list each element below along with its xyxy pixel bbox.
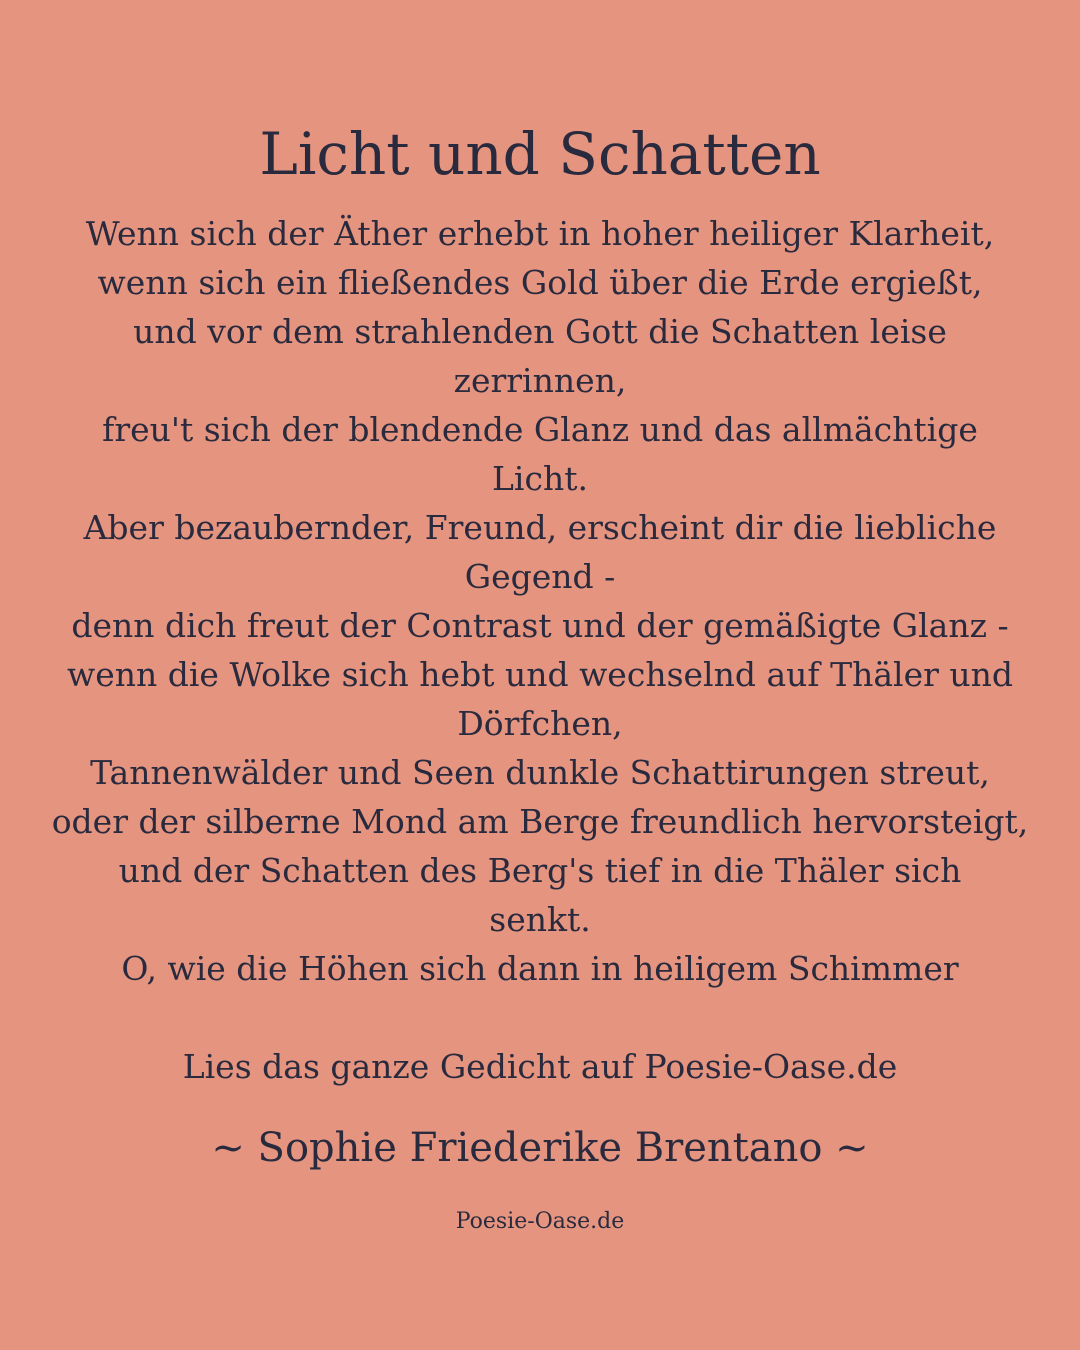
poem-line: und der Schatten des Berg's tief in die Thäler sich — [118, 851, 962, 890]
poem-line: Tannenwälder und Seen dunkle Schattirungen streut, — [90, 753, 990, 792]
poem-line: O, wie die Höhen sich dann in heiligem Schimmer — [121, 949, 959, 988]
poem-line: Aber bezaubernder, Freund, erscheint dir die liebliche — [83, 508, 997, 547]
poem-line: senkt. — [489, 900, 591, 939]
poem-title: Licht und Schatten — [259, 120, 821, 188]
poem-line: wenn sich ein fließendes Gold über die Erde ergießt, — [97, 263, 983, 302]
read-more-text: Lies das ganze Gedicht auf Poesie-Oase.de — [182, 1047, 898, 1086]
poem-line: freu't sich der blendende Glanz und das allmächtige — [102, 410, 978, 449]
poem-line: Wenn sich der Äther erhebt in hoher heiliger Klarheit, — [85, 214, 995, 253]
poem-author: ~ Sophie Friederike Brentano ~ — [211, 1125, 869, 1171]
poem-line: Gegend - — [464, 557, 616, 596]
poem-line: wenn die Wolke sich hebt und wechselnd auf Thäler und — [66, 655, 1014, 694]
footer-site-name: Poesie-Oase.de — [455, 1209, 625, 1234]
poem-line: Licht. — [492, 459, 588, 498]
poem-line: und vor dem strahlenden Gott die Schatten leise — [133, 312, 947, 351]
poem-line: zerrinnen, — [453, 361, 627, 400]
poem-line: Dörfchen, — [457, 704, 623, 743]
poem-body — [0, 209, 1080, 993]
poem-line: oder der silberne Mond am Berge freundlich hervorsteigt, — [51, 802, 1029, 841]
poem-line: denn dich freut der Contrast und der gemäßigte Glanz - — [71, 606, 1009, 645]
